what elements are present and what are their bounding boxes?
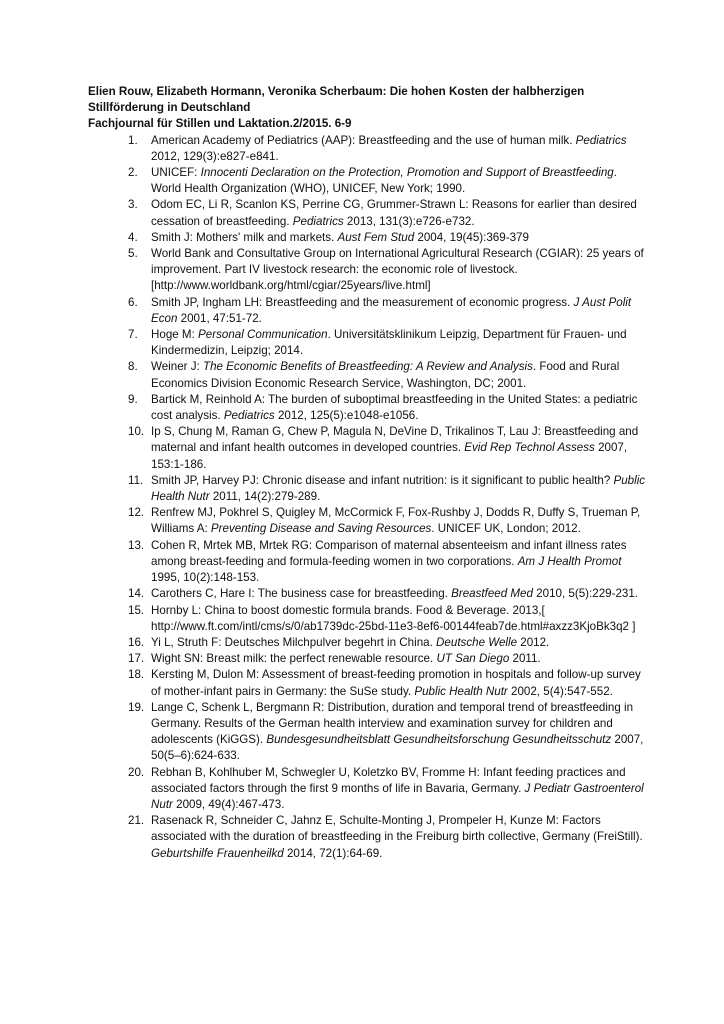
reference-text [151,425,638,470]
document-page [88,84,648,862]
reference-text-segment: . World Health Organization (WHO), UNICEF, New York; 1990. [151,166,617,196]
reference-number: 16. [128,635,145,649]
reference-text-segment: 2002, 5(4):547-552. [507,684,613,698]
reference-item [88,392,648,424]
reference-number: 2. [128,166,138,180]
reference-number: 4. [128,230,138,244]
reference-text-segment: 2012, 129(3):e827-e841. [151,149,279,163]
reference-text-segment: Odom EC, Li R, Scanlon KS, Perrine CG, Grummer-Strawn L: Reasons for earlier than desired cessation of breastfeeding. [151,198,637,228]
reference-item [88,651,648,667]
reference-text-segment: . Food and Rural Economics Division Economic Research Service, Washington, DC; 2001. [151,360,620,390]
reference-number: 9. [128,392,138,406]
reference-text-segment: 2004, 19(45):369-379 [414,230,529,244]
reference-text-segment: Smith J: Mothers' milk and markets. [151,230,338,244]
reference-text-segment: Lange C, Schenk L, Bergmann R: Distribution, duration and temporal trend of breastfeeding in Germany. Results of the German health interview and examination survey for children and adolescents (KiGGS). [151,700,634,747]
reference-text-segment: 2011, 14(2):279-289. [209,490,321,504]
reference-text [151,198,637,227]
reference-text [151,701,643,763]
reference-source-italic: Public Health Nutr [414,684,508,698]
reference-text-segment: World Bank and Consultative Group on International Agricultural Research (CGIAR): 25 years of improvement. Part IV livestock research: the economic role of livestock. [http://www.worldbank.org/html/cgiar/25years/live.html] [151,247,644,293]
reference-text-segment: . Universitätsklinikum Leipzig, Department für Frauen- und Kindermedizin, Leipzig; 2014. [151,328,627,358]
reference-text-segment: 2011. [509,652,541,666]
reference-source-italic: UT San Diego [436,652,510,666]
reference-text-segment: American Academy of Pediatrics (AAP): Breastfeeding and the use of human milk. [151,133,576,147]
reference-text [151,668,641,697]
reference-text-segment: 2007, 50(5–6):624-633. [151,733,644,763]
reference-text [151,328,627,357]
reference-source-italic: Innocenti Declaration on the Protection, Promotion and Support of Breastfeeding [200,166,614,180]
reference-number: 17. [128,652,145,666]
reference-source-italic: Personal Communication [198,328,328,342]
reference-source-italic: Public Health Nutr [151,473,646,504]
reference-item [88,230,648,246]
reference-text [151,587,638,600]
reference-source-italic: Bundesgesundheitsblatt Gesundheitsforschung Gesundheitsschutz [266,733,612,747]
reference-text-segment: Rasenack R, Schneider C, Jahnz E, Schulte-Monting J, Prompeler H, Kunze M: Factors associated with the duration of breastfeeding in the Freiburg birth collective, Germany (FreiStill). [151,814,643,844]
reference-number: 3. [128,198,138,212]
reference-text-segment: 2010, 5(5):229-231. [532,587,639,601]
reference-text-segment: Wight SN: Breast milk: the perfect renewable resource. [151,652,437,666]
reference-text [151,134,627,163]
reference-item [88,765,648,814]
reference-item [88,327,648,359]
reference-number: 20. [128,765,145,779]
reference-source-italic: Pediatrics [575,133,627,147]
reference-text-segment: UNICEF: [151,166,201,180]
reference-source-italic: Pediatrics [223,409,275,423]
reference-text [151,652,541,665]
reference-source-italic: Breastfeed Med [451,587,533,601]
reference-text [151,474,645,503]
reference-source-italic: Evid Rep Technol Assess [464,441,595,455]
reference-text-segment: 2012, 125(5):e1048-e1056. [274,409,419,423]
reference-number: 14. [128,587,145,601]
reference-text-segment: . UNICEF UK, London; 2012. [431,522,581,536]
reference-text-segment: Hoge M: [151,328,199,342]
reference-number: 6. [128,295,138,309]
reference-source-italic: Geburtshilfe Frauenheilkd [151,846,284,860]
reference-text-segment: 2013, 131(3):e726-e732. [343,214,475,228]
reference-text [151,766,644,811]
reference-item [88,505,648,537]
reference-source-italic: J Pediatr Gastroenterol Nutr [151,781,644,811]
reference-text-segment: 2009, 49(4):467-473. [172,797,285,811]
reference-text-segment: Cohen R, Mrtek MB, Mrtek RG: Comparison of maternal absenteeism and infant illness rates among breast-feeding and formula-feeding women in two corporations. [151,538,627,568]
reference-text [151,506,640,535]
reference-text [151,539,627,584]
reference-source-italic: Deutsche Welle [436,635,518,649]
reference-text-segment: 2014, 72(1):64-69. [283,846,383,860]
reference-text-segment: Rebhan B, Kohlhuber M, Schwegler U, Koletzko BV, Fromme H: Infant feeding practices and associated factors through the first 9 months of life in Bavaria, Germany. [151,765,626,795]
reference-number: 7. [128,328,138,342]
reference-text-segment: 2012. [517,635,550,649]
reference-source-italic: Am J Health Promot [517,554,622,568]
reference-source-italic: Aust Fem Stud [337,230,415,244]
reference-item [88,133,648,165]
reference-item [88,667,648,699]
reference-text [151,604,635,633]
reference-source-italic: J Aust Polit Econ [151,295,632,325]
reference-item [88,813,648,862]
reference-item [88,473,648,505]
document-title: Elien Rouw, Elizabeth Hormann, Veronika Scherbaum: Die hohen Kosten der halbherzigen Stillförderung in Deutschland [88,85,585,115]
reference-number: 11. [128,473,144,487]
reference-item [88,295,648,327]
reference-text [151,231,529,244]
reference-text [151,360,619,389]
reference-number: 19. [128,700,145,714]
reference-item [88,700,648,765]
reference-text-segment: 2001, 47:51-72. [177,311,262,325]
reference-number: 1. [128,133,138,147]
reference-number: 13. [128,538,145,552]
reference-number: 12. [128,506,145,520]
reference-text [151,166,617,195]
reference-item [88,165,648,197]
reference-text-segment: Renfrew MJ, Pokhrel S, Quigley M, McCormick F, Fox-Rushby J, Dodds R, Duffy S, Trueman P, Williams A: [151,506,641,536]
reference-source-italic: Preventing Disease and Saving Resources [210,522,432,536]
reference-text-segment: Weiner J: [151,360,203,374]
reference-text-segment: Carothers C, Hare I: The business case for breastfeeding. [151,587,452,601]
reference-item [88,603,648,635]
reference-number: 10. [128,425,145,439]
reference-item [88,359,648,391]
reference-number: 15. [128,603,145,617]
reference-number: 21. [128,814,145,828]
reference-item [88,424,648,473]
reference-item [88,197,648,229]
reference-item [88,246,648,295]
reference-text [151,393,637,422]
reference-text-segment: Hornby L: China to boost domestic formula brands. Food & Beverage. 2013,[ http://www.ft.com/intl/cms/s/0/ab1739dc-25bd-11e3-8ef6-00144feab7de.html#axzz3KjoBk3q2 ] [151,603,636,633]
reference-list [88,133,648,862]
reference-text-segment: 1995, 10(2):148-153. [151,571,260,585]
reference-text-segment: 2007, 153:1-186. [151,441,628,471]
reference-text-segment: Ip S, Chung M, Raman G, Chew P, Magula N, DeVine D, Trikalinos T, Lau J: Breastfeeding and maternal and infant health outcomes in developed countries. [151,425,639,455]
reference-text [151,296,631,325]
reference-item [88,635,648,651]
reference-number: 18. [128,668,145,682]
reference-text-segment: Bartick M, Reinhold A: The burden of suboptimal breastfeeding in the United States: a pediatric cost analysis. [151,392,638,423]
reference-source-italic: Pediatrics [292,214,344,228]
reference-item [88,586,648,602]
reference-number: 8. [128,360,138,374]
reference-text-segment: Kersting M, Dulon M: Assessment of breast-feeding promotion in hospitals and follow-up survey of mother-infant pairs in Germany: the SuSe study. [151,668,641,698]
reference-text-segment: Smith JP, Ingham LH: Breastfeeding and the measurement of economic progress. [151,295,574,309]
reference-text [151,636,549,649]
reference-number: 5. [128,247,138,261]
reference-text-segment: Yi L, Struth F: Deutsches Milchpulver begehrt in China. [151,635,437,649]
journal-citation: Fachjournal für Stillen und Laktation.2/2015. 6-9 [88,117,352,131]
reference-item [88,538,648,587]
reference-text [151,247,644,292]
reference-text-segment: Smith JP, Harvey PJ: Chronic disease and infant nutrition: is it significant to public health? [151,473,614,487]
reference-source-italic: The Economic Benefits of Breastfeeding: A Review and Analysis [202,360,533,374]
reference-text [151,814,643,859]
